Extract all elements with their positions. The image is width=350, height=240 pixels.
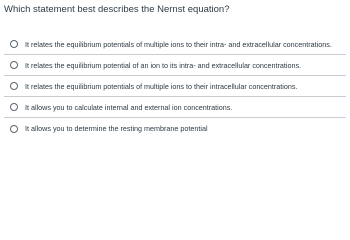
radio-button[interactable] [10, 61, 18, 69]
answer-label[interactable]: It relates the equilibrium potentials of multiple ions to their intracellular concentrations. [25, 81, 298, 91]
radio-button[interactable] [10, 103, 18, 111]
answer-option[interactable] [4, 97, 346, 118]
radio-button[interactable] [10, 125, 18, 133]
answer-label[interactable]: It allows you to calculate internal and external ion concentrations. [25, 102, 233, 112]
answer-label[interactable]: It relates the equilibrium potentials of multiple ions to their intra- and extracellular concentrations. [25, 39, 332, 49]
answer-label[interactable]: It relates the equilibrium potential of an ion to its intra- and extracellular concentrations. [25, 60, 302, 70]
answer-option[interactable] [4, 76, 346, 97]
answer-option[interactable] [4, 55, 346, 76]
answer-option[interactable] [4, 34, 346, 55]
answer-option[interactable] [4, 118, 346, 139]
question-text: Which statement best describes the Nernst equation? [4, 4, 230, 15]
radio-button[interactable] [10, 82, 18, 90]
quiz-question [4, 4, 346, 139]
radio-button[interactable] [10, 40, 18, 48]
answer-list [4, 34, 346, 139]
answer-label[interactable]: It allows you to determine the resting membrane potential [25, 124, 208, 133]
